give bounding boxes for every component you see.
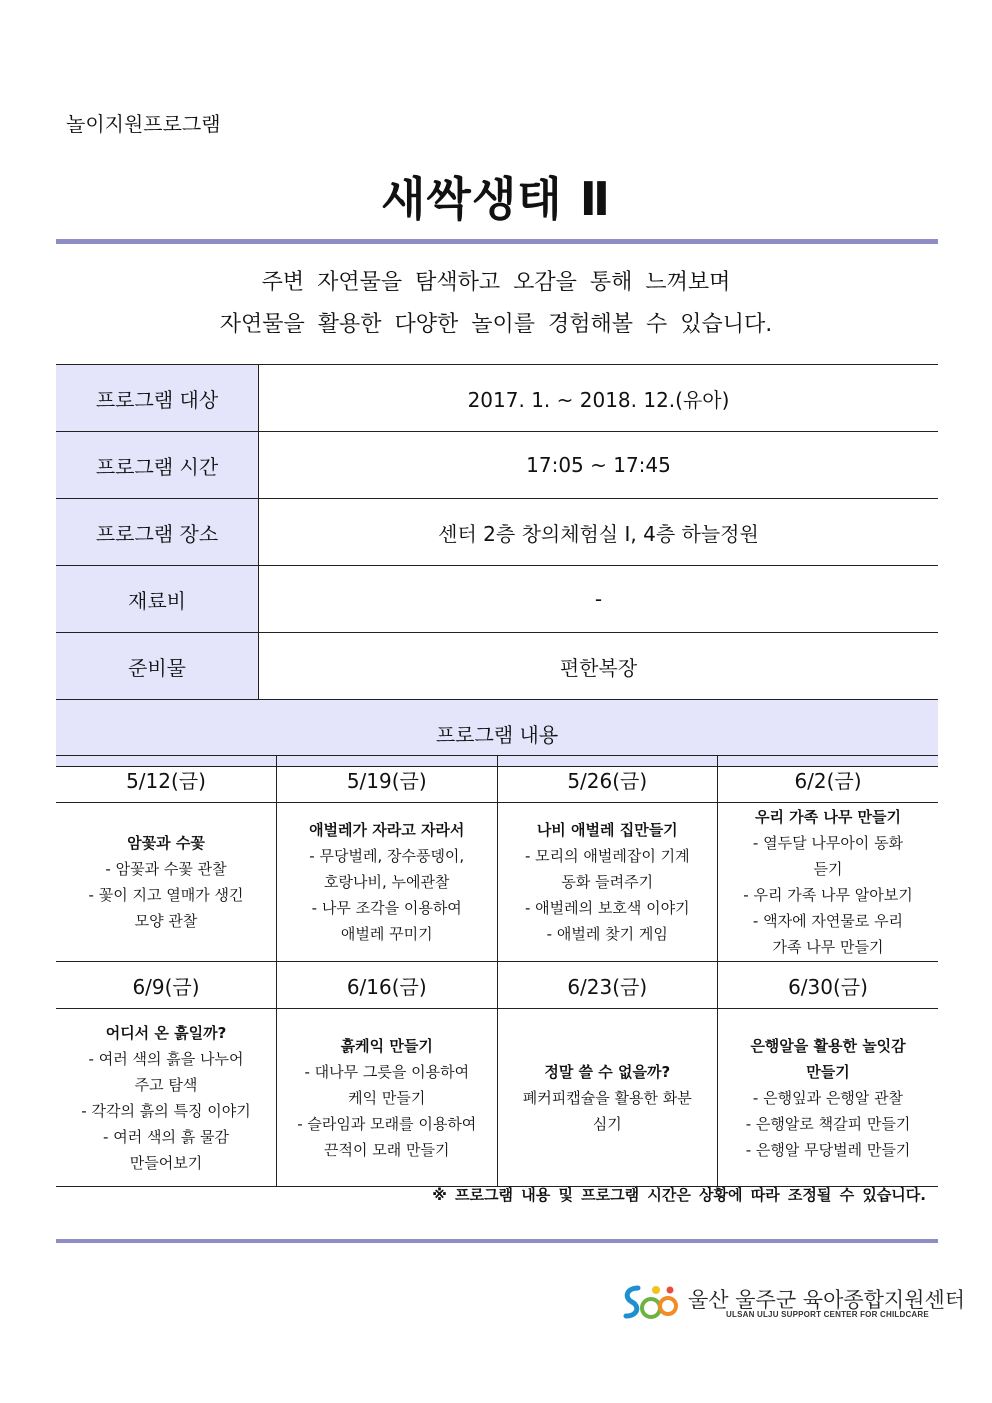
info-label: 프로그램 대상	[56, 365, 259, 432]
session-line: - 슬라임과 모래를 이용하여	[297, 1114, 477, 1133]
session-line: 모양 관찰	[134, 912, 198, 930]
session-line: 가족 나무 만들기	[772, 938, 884, 956]
session-title-cont: 만들기	[806, 1062, 850, 1081]
session-date: 6/2(금)	[718, 756, 939, 803]
session-line: - 대나무 그릇을 이용하여	[304, 1062, 470, 1081]
info-value: 17:05 ~ 17:45	[259, 432, 939, 499]
bottom-divider	[56, 1239, 938, 1243]
info-row	[56, 566, 938, 633]
info-value: 편한복장	[259, 633, 939, 700]
session-title: 애벌레가 자라고 자라서	[309, 821, 465, 839]
session-title: 나비 애벌레 집만들기	[536, 821, 678, 839]
session-title: 정말 쓸 수 없을까?	[544, 1062, 671, 1081]
session-line: - 애벌레 찾기 게임	[546, 925, 668, 943]
session-date: 6/16(금)	[277, 962, 498, 1009]
session-line: - 암꽃과 수꽃 관찰	[105, 860, 227, 878]
top-divider	[56, 239, 938, 244]
session-line: - 열두달 나무아이 동화	[752, 834, 904, 852]
info-row	[56, 432, 938, 499]
info-value: -	[259, 566, 939, 633]
session-line: - 나무 조각을 이용하여	[311, 899, 462, 917]
session-content	[56, 803, 277, 962]
info-row	[56, 499, 938, 566]
session-content	[718, 803, 939, 962]
schedule-date-row	[56, 756, 938, 803]
info-value: 2017. 1. ~ 2018. 12.(유아)	[259, 365, 939, 432]
session-title: 암꽃과 수꽃	[127, 834, 205, 852]
info-label: 준비물	[56, 633, 259, 700]
info-value: 센터 2층 창의체험실 I, 4층 하늘정원	[259, 499, 939, 566]
intro-text	[0, 262, 992, 346]
session-date: 6/9(금)	[56, 962, 277, 1009]
session-date: 5/19(금)	[277, 756, 498, 803]
session-line: - 우리 가족 나무 알아보기	[743, 886, 913, 904]
center-logo-name: 울산 울주군 육아종합지원센터	[688, 1288, 966, 1312]
session-line: 끈적이 모래 만들기	[324, 1140, 450, 1159]
session-line: - 은행잎과 은행알 관찰	[752, 1088, 904, 1107]
program-info-table	[56, 364, 938, 767]
session-line: 애벌레 꾸미기	[340, 925, 433, 943]
session-line: - 모리의 애벌레잡이 기계	[524, 847, 690, 865]
session-line: - 액자에 자연물로 우리	[752, 912, 904, 930]
session-line: 만들어보기	[129, 1153, 203, 1172]
session-line: - 각각의 흙의 특징 이야기	[81, 1101, 251, 1120]
content-header: 프로그램 내용	[56, 700, 938, 767]
info-row	[56, 633, 938, 700]
schedule-content-row	[56, 803, 938, 962]
session-title: 은행알을 활용한 놀잇감	[750, 1036, 906, 1055]
session-content	[497, 803, 718, 962]
session-line: - 애벌레의 보호색 이야기	[524, 899, 690, 917]
session-title: 우리 가족 나무 만들기	[754, 808, 902, 826]
session-line: - 꽃이 지고 열매가 생긴	[88, 886, 244, 904]
session-title: 흙케익 만들기	[340, 1036, 433, 1055]
session-line: - 은행알 무당벌레 만들기	[745, 1140, 911, 1159]
session-title: 어디서 온 흙일까?	[105, 1023, 227, 1042]
session-line: - 은행알로 책갈피 만들기	[745, 1114, 911, 1133]
info-label: 프로그램 장소	[56, 499, 259, 566]
info-label: 재료비	[56, 566, 259, 633]
session-date: 6/23(금)	[497, 962, 718, 1009]
center-logo-subtitle: ULSAN ULJU SUPPORT CENTER FOR CHILDCARE	[726, 1310, 929, 1319]
session-line: - 여러 색의 흙을 나누어	[88, 1049, 244, 1068]
session-date: 5/26(금)	[497, 756, 718, 803]
schedule-table	[56, 755, 938, 1187]
session-line: 주고 탐색	[134, 1075, 198, 1094]
session-date: 5/12(금)	[56, 756, 277, 803]
session-content	[277, 1009, 498, 1187]
session-line: 심기	[592, 1114, 622, 1133]
footnote: ※ 프로그램 내용 및 프로그램 시간은 상황에 따라 조정될 수 있습니다.	[432, 1186, 926, 1204]
info-row	[56, 365, 938, 432]
intro-line-2: 자연물을 활용한 다양한 놀이를 경험해볼 수 있습니다.	[219, 312, 773, 337]
session-content	[718, 1009, 939, 1187]
session-content	[497, 1009, 718, 1187]
center-logo-icon	[618, 1282, 680, 1324]
center-logo	[618, 1282, 966, 1324]
session-date: 6/30(금)	[718, 962, 939, 1009]
session-line: 동화 들려주기	[561, 873, 654, 891]
schedule-date-row	[56, 962, 938, 1009]
session-line: 호랑나비, 누에관찰	[324, 873, 450, 891]
session-content	[277, 803, 498, 962]
info-label: 프로그램 시간	[56, 432, 259, 499]
session-line: 폐커피캡슐을 활용한 화분	[522, 1088, 692, 1107]
session-line: - 여러 색의 흙 물감	[103, 1127, 229, 1146]
category-label: 놀이지원프로그램	[66, 112, 221, 136]
intro-line-1: 주변 자연물을 탐색하고 오감을 통해 느껴보며	[261, 270, 731, 295]
session-line: 듣기	[813, 860, 843, 878]
schedule-content-row	[56, 1009, 938, 1187]
session-line: 케익 만들기	[348, 1088, 426, 1107]
page-title: 새싹생태 Ⅱ	[380, 172, 612, 226]
session-content	[56, 1009, 277, 1187]
session-line: - 무당벌레, 장수풍뎅이,	[309, 847, 465, 865]
